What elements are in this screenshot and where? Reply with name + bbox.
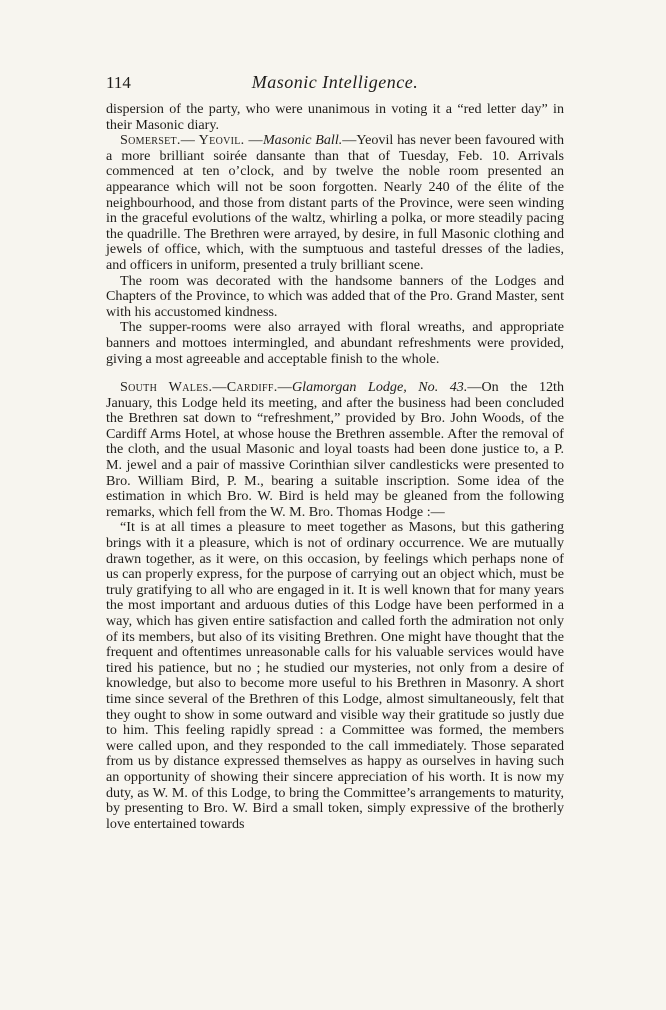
paragraph-room [106,274,564,321]
running-head: Masonic Intelligence. [251,72,419,92]
section-lead: Somerset. [120,132,181,149]
section-sub: — Yeovil. — [180,132,263,149]
section-sub: —Cardiff.— [212,379,292,396]
paragraph-speech [106,520,564,832]
paragraph-south-wales [106,380,564,520]
section-lead: South Wales. [120,379,213,396]
paragraph-somerset [106,133,564,273]
section-title: Masonic Ball. [262,132,343,149]
page-header [106,72,564,102]
paragraph-text: “It is at all times a pleasure to meet together as Masons, but this gathering brings with it a pleasure, which is not of ordinary occurrence. We are mutually drawn together, as it were, on this occasion, by feelings which perhaps none of us can properly express, for the purpose of carrying out an object which, must be truly gratifying to all who are engaged in it. It is well known that for many years the most important and arduous duties of this Lodge have been performed in a way, which has given entire satisfaction and called forth the admiration not only of its members, but also of its visiting Brethren. One might have thought that the frequent and oftentimes unreasonable calls for his valuable services would have tired his patience, but no ; he studied our mysteries, not only from a desire of knowledge, but also to become more useful to his Brethren in Masonry. A short time since several of the Brethren of this Lodge, almost simultaneously, felt that they ought to show in some outward and visible way their gratitude so justly due to him. This feeling rapidly spread : a Committee was formed, the members were called upon, and they responded to the call immediately. Those separated from us by distance expressed themselves as happy as ourselves in having such an opportunity of showing their sincere appreciation of his worth. It is now my duty, as W. M. of this Lodge, to bring the Committee’s arrangements to maturity, by presenting to Bro. W. Bird a small token, simply expressive of the brotherly love entertained towards [106,519,564,832]
paragraph-text: —Yeovil has never been favoured with a more brilliant soirée dansante than that of Tuesday, Feb. 10. Arrivals commenced at ten o’clock, and by twelve the noble room presented an appearance which will not be soon forgotten. Nearly 240 of the élite of the neighbourhood, and those from distant parts of the Province, were seen winding in the graceful evolutions of the waltz, whirling a polka, or more steadily pacing the quadrille. The Brethren were arrayed, by desire, in full Masonic clothing and jewels of office, which, with the sumptuous and tasteful dresses of the ladies, and officers in uniform, presented a truly brilliant scene. [106,132,564,273]
section-title: Glamorgan Lodge, No. 43. [292,379,468,396]
paragraph-1 [106,102,564,133]
paragraph-supper [106,320,564,367]
paragraph-text: The room was decorated with the handsome banners of the Lodges and Chapters of the Province, to which was added that of the Pro. Grand Master, sent with his accustomed kindness. [106,272,564,320]
paragraph-text: The supper-rooms were also arrayed with floral wreaths, and appropriate banners and mottoes intermingled, and abundant refreshments were provided, giving a most agreeable and acceptable finish to the whole. [106,319,564,367]
paragraph-text: dispersion of the party, who were unanimous in voting it a “red letter day” in their Masonic diary. [106,101,564,133]
page-number: 114 [106,73,131,92]
article-body [106,102,564,832]
paragraph-text: —On the 12th January, this Lodge held its meeting, and after the business had been concluded the Brethren sat down to “refreshment,” provided by Bro. John Woods, of the Cardiff Arms Hotel, at whose house the Brethren assemble. After the removal of the cloth, and the usual Masonic and loyal toasts had been done justice to, a P. M. jewel and a pair of massive Corinthian silver candlesticks were presented to Bro. William Bird, P. M., bearing a suitable inscription. Some idea of the estimation in which Bro. W. Bird is held may be gleaned from the following remarks, which fell from the W. M. Bro. Thomas Hodge :— [106,379,565,520]
